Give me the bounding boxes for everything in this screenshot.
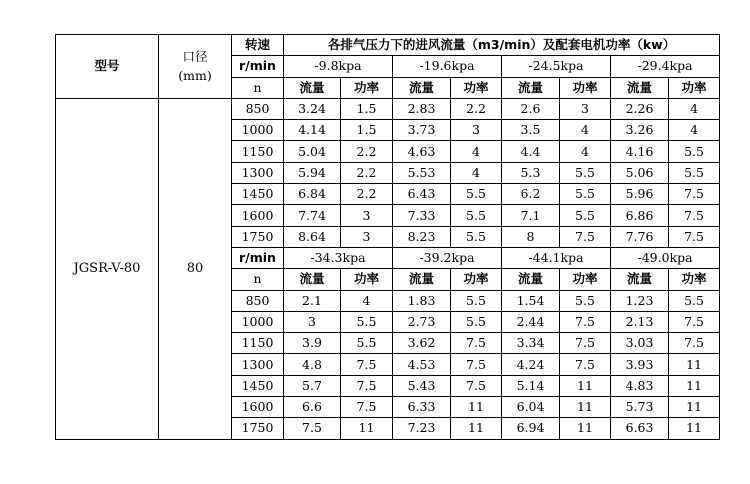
power-cell: 7.5 (669, 333, 720, 354)
flow-cell: 1.23 (611, 290, 669, 311)
power-cell: 7.5 (451, 375, 502, 396)
flow-cell: 6.04 (502, 397, 560, 418)
flow-cell: 3 (284, 311, 341, 332)
diameter-cell: 80 (159, 98, 232, 439)
speed-cell: 1000 (232, 120, 284, 141)
power-cell: 11 (669, 418, 720, 439)
flow-cell: 6.94 (502, 418, 560, 439)
power-cell: 5.5 (669, 141, 720, 162)
power-cell: 7.5 (669, 311, 720, 332)
flow-cell: 6.6 (284, 397, 341, 418)
power-header: 功率 (669, 77, 720, 98)
diameter-header-line2: (mm) (178, 68, 212, 84)
power-header: 功率 (341, 269, 393, 290)
flow-cell: 5.06 (611, 162, 669, 183)
model-cell: JGSR-V-80 (56, 98, 159, 439)
speed-cell: 1450 (232, 375, 284, 396)
power-cell: 11 (451, 418, 502, 439)
power-cell: 5.5 (560, 205, 611, 226)
speed-cell: 850 (232, 290, 284, 311)
flow-header: 流量 (611, 77, 669, 98)
pressure-label: -9.8kpa (284, 56, 393, 77)
table-row (56, 98, 720, 119)
flow-header: 流量 (284, 77, 341, 98)
header-row-1 (56, 35, 720, 56)
power-cell: 4 (451, 141, 502, 162)
power-cell: 5.5 (560, 290, 611, 311)
power-cell: 5.5 (669, 162, 720, 183)
flow-cell: 3.24 (284, 98, 341, 119)
power-cell: 11 (669, 375, 720, 396)
flow-cell: 5.73 (611, 397, 669, 418)
flow-cell: 7.5 (284, 418, 341, 439)
flow-cell: 4.8 (284, 354, 341, 375)
pressure-label: -19.6kpa (393, 56, 502, 77)
power-header: 功率 (341, 77, 393, 98)
power-cell: 2.2 (341, 141, 393, 162)
speed-cell: 1450 (232, 184, 284, 205)
power-header: 功率 (669, 269, 720, 290)
flow-cell: 7.76 (611, 226, 669, 247)
pressure-label: -29.4kpa (611, 56, 720, 77)
flow-cell: 7.33 (393, 205, 451, 226)
flow-cell: 2.44 (502, 311, 560, 332)
power-cell: 7.5 (451, 354, 502, 375)
speed-cell: 1150 (232, 141, 284, 162)
power-cell: 7.5 (560, 311, 611, 332)
flow-cell: 2.26 (611, 98, 669, 119)
flow-cell: 8.23 (393, 226, 451, 247)
power-header: 功率 (451, 77, 502, 98)
flow-cell: 5.7 (284, 375, 341, 396)
power-cell: 3 (451, 120, 502, 141)
speed-cell: 1750 (232, 226, 284, 247)
flow-cell: 2.73 (393, 311, 451, 332)
table-title: 各排气压力下的进风流量（m3/min）及配套电机功率（kw） (284, 35, 720, 56)
flow-cell: 6.33 (393, 397, 451, 418)
pressure-label: -24.5kpa (502, 56, 611, 77)
speed-cell: 1300 (232, 354, 284, 375)
power-cell: 4 (669, 98, 720, 119)
diameter-header (159, 35, 232, 99)
performance-table (55, 34, 720, 440)
flow-cell: 6.43 (393, 184, 451, 205)
pressure-label: -39.2kpa (393, 247, 502, 268)
flow-cell: 4.63 (393, 141, 451, 162)
power-cell: 5.5 (560, 162, 611, 183)
flow-cell: 8.64 (284, 226, 341, 247)
power-cell: 5.5 (341, 333, 393, 354)
flow-cell: 5.94 (284, 162, 341, 183)
flow-cell: 3.5 (502, 120, 560, 141)
power-cell: 4 (560, 120, 611, 141)
power-cell: 5.5 (451, 184, 502, 205)
power-cell: 7.5 (560, 333, 611, 354)
table-body (56, 35, 720, 440)
diameter-header-line1: 口径 (182, 49, 208, 65)
flow-cell: 5.3 (502, 162, 560, 183)
flow-header: 流量 (393, 269, 451, 290)
speed-cell: 1600 (232, 397, 284, 418)
flow-cell: 4.83 (611, 375, 669, 396)
speed-cell: 1600 (232, 205, 284, 226)
power-cell: 5.5 (451, 226, 502, 247)
flow-cell: 2.83 (393, 98, 451, 119)
power-cell: 7.5 (341, 397, 393, 418)
power-cell: 7.5 (560, 226, 611, 247)
power-cell: 4 (669, 120, 720, 141)
power-cell: 3 (341, 205, 393, 226)
power-cell: 4 (341, 290, 393, 311)
flow-cell: 6.84 (284, 184, 341, 205)
power-header: 功率 (560, 269, 611, 290)
flow-cell: 1.54 (502, 290, 560, 311)
power-cell: 1.5 (341, 98, 393, 119)
flow-cell: 3.93 (611, 354, 669, 375)
flow-cell: 3.62 (393, 333, 451, 354)
flow-cell: 4.53 (393, 354, 451, 375)
model-header: 型号 (56, 35, 159, 99)
power-cell: 2.2 (341, 162, 393, 183)
speed-cell: 1150 (232, 333, 284, 354)
power-cell: 11 (560, 375, 611, 396)
power-cell: 2.2 (341, 184, 393, 205)
speed-cell: 1000 (232, 311, 284, 332)
power-cell: 11 (341, 418, 393, 439)
flow-cell: 3.9 (284, 333, 341, 354)
power-header: 功率 (451, 269, 502, 290)
speed-symbol-label: n (232, 269, 284, 290)
pressure-label: -49.0kpa (611, 247, 720, 268)
flow-header: 流量 (502, 269, 560, 290)
speed-unit-label: r/min (232, 56, 284, 77)
power-cell: 3 (560, 98, 611, 119)
flow-cell: 4.24 (502, 354, 560, 375)
pressure-label: -34.3kpa (284, 247, 393, 268)
flow-cell: 7.74 (284, 205, 341, 226)
flow-cell: 5.43 (393, 375, 451, 396)
power-cell: 4 (560, 141, 611, 162)
flow-cell: 4.14 (284, 120, 341, 141)
flow-cell: 3.03 (611, 333, 669, 354)
power-cell: 7.5 (669, 184, 720, 205)
flow-cell: 7.23 (393, 418, 451, 439)
flow-cell: 5.53 (393, 162, 451, 183)
pressure-label: -44.1kpa (502, 247, 611, 268)
flow-cell: 5.96 (611, 184, 669, 205)
flow-header: 流量 (611, 269, 669, 290)
speed-unit-label: r/min (232, 247, 284, 268)
power-cell: 3 (341, 226, 393, 247)
flow-cell: 5.04 (284, 141, 341, 162)
power-cell: 5.5 (451, 205, 502, 226)
power-cell: 5.5 (560, 184, 611, 205)
power-cell: 11 (669, 354, 720, 375)
flow-cell: 2.6 (502, 98, 560, 119)
flow-cell: 3.73 (393, 120, 451, 141)
power-cell: 5.5 (341, 311, 393, 332)
speed-cell: 1300 (232, 162, 284, 183)
power-cell: 4 (451, 162, 502, 183)
speed-header: 转速 (232, 35, 284, 56)
power-cell: 1.5 (341, 120, 393, 141)
flow-cell: 2.13 (611, 311, 669, 332)
power-cell: 11 (560, 397, 611, 418)
power-cell: 11 (451, 397, 502, 418)
flow-header: 流量 (502, 77, 560, 98)
flow-cell: 4.4 (502, 141, 560, 162)
speed-symbol-label: n (232, 77, 284, 98)
power-cell: 11 (560, 418, 611, 439)
speed-cell: 1750 (232, 418, 284, 439)
power-cell: 11 (669, 397, 720, 418)
flow-cell: 3.34 (502, 333, 560, 354)
flow-cell: 6.86 (611, 205, 669, 226)
flow-cell: 6.2 (502, 184, 560, 205)
power-cell: 7.5 (669, 205, 720, 226)
power-cell: 5.5 (669, 290, 720, 311)
speed-cell: 850 (232, 98, 284, 119)
power-cell: 5.5 (451, 311, 502, 332)
flow-cell: 8 (502, 226, 560, 247)
power-cell: 7.5 (451, 333, 502, 354)
flow-header: 流量 (284, 269, 341, 290)
power-header: 功率 (560, 77, 611, 98)
flow-cell: 3.26 (611, 120, 669, 141)
power-cell: 7.5 (341, 375, 393, 396)
power-cell: 5.5 (451, 290, 502, 311)
flow-cell: 6.63 (611, 418, 669, 439)
flow-cell: 7.1 (502, 205, 560, 226)
flow-cell: 5.14 (502, 375, 560, 396)
power-cell: 7.5 (560, 354, 611, 375)
flow-cell: 1.83 (393, 290, 451, 311)
power-cell: 2.2 (451, 98, 502, 119)
power-cell: 7.5 (341, 354, 393, 375)
flow-header: 流量 (393, 77, 451, 98)
flow-cell: 4.16 (611, 141, 669, 162)
flow-cell: 2.1 (284, 290, 341, 311)
power-cell: 7.5 (669, 226, 720, 247)
